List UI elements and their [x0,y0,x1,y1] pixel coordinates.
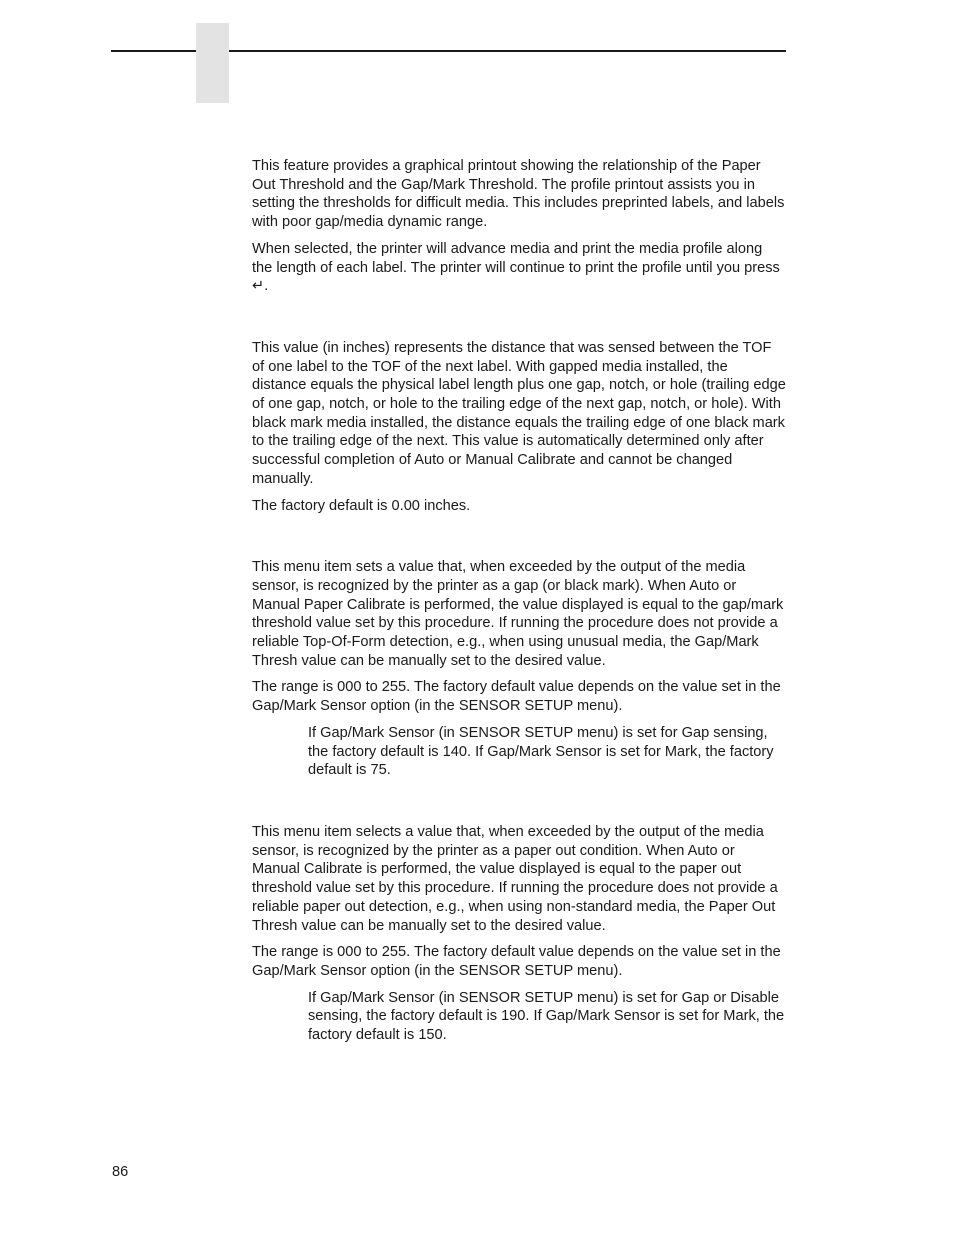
media-profile-description: This feature provides a graphical printout showing the relationship of the Paper Out Threshold and the Gap/Mark Threshold. The profile printout assists you in setting the thresholds for difficult media. This includes preprinted labels, and labels with poor gap/media dynamic range. [252,158,785,231]
gap-mark-thresh-range: The range is 000 to 255. The factory default value depends on the value set in the Gap/Mark Sensor option (in the SENSOR SETUP menu). [252,679,781,715]
label-length-section [252,339,786,515]
chapter-tab [196,23,229,103]
label-length-description: This value (in inches) represents the distance that was sensed between the TOF of one label to the TOF of the next label. With gapped media installed, the distance equals the physical label length plus one gap, notch, or hole (trailing edge of one gap, notch, or hole to the trailing edge of the next gap, notch, or hole). With black mark media installed, the distance equals the trailing edge of one black mark to the trailing edge of the next. This value is automatically determined only after successful completion of Auto or Manual Calibrate and cannot be changed manually. [252,339,786,487]
media-profile-usage: When selected, the printer will advance media and print the media profile along the length of each label. The printer will continue to print the profile until you press ↵. [252,240,780,295]
label-length-default: The factory default is 0.00 inches. [252,497,471,514]
paper-out-thresh-note: If Gap/Mark Sensor (in SENSOR SETUP menu) is set for Gap or Disable sensing, the factory default is 190. If Gap/Mark Sensor is set for Mark, the factory default is 150. [308,989,785,1044]
page-content [252,157,786,1045]
paper-out-thresh-range: The range is 000 to 255. The factory default value depends on the value set in the Gap/Mark Sensor option (in the SENSOR SETUP menu). [252,944,781,979]
media-profile-section [252,157,786,296]
paper-out-thresh-description: This menu item selects a value that, when exceeded by the output of the media sensor, is recognized by the printer as a paper out condition. When Auto or Manual Calibrate is performed, the value displayed is equal to the paper out threshold value set by this procedure. If running the procedure does not provide a reliable paper out detection, e.g., when using non-standard media, the Paper Out Thresh value can be manually set to the desired value. [252,823,778,934]
paper-out-thresh-section [252,823,786,1045]
gap-mark-thresh-note: If Gap/Mark Sensor (in SENSOR SETUP menu) is set for Gap sensing, the factory default is 140. If Gap/Mark Sensor is set for Mark, the factory default is 75. [308,724,774,779]
gap-mark-thresh-description: This menu item sets a value that, when exceeded by the output of the media sensor, is recognized by the printer as a gap (or black mark). When Auto or Manual Paper Calibrate is performed, the value displayed is equal to the gap/mark threshold value set by this procedure. If running the procedure does not provide a reliable Top-Of-Form detection, e.g., when using unusual media, the Gap/Mark Thresh value can be manually set to the desired value. [252,559,784,669]
page-number: 86 [112,1164,129,1180]
gap-mark-thresh-section [252,558,786,780]
